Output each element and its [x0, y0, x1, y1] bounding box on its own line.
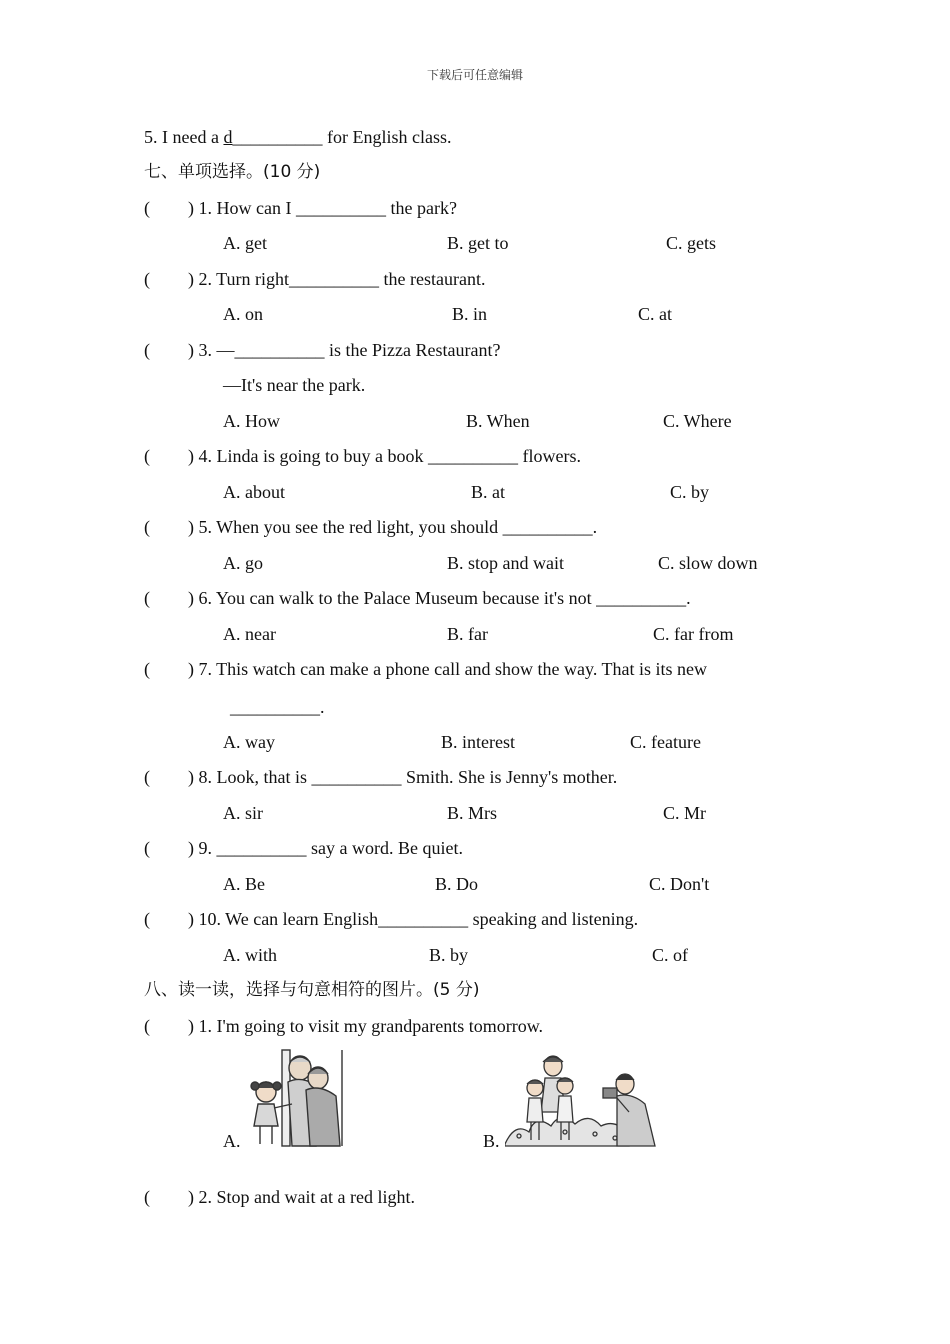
picture-b-label: B. — [483, 1131, 500, 1151]
q3-option-a: A. How — [223, 411, 280, 431]
q1-option-a: A. get — [223, 233, 267, 253]
q10-option-a: A. with — [223, 945, 277, 965]
question-1: ( ) 1. How can I __________ the park? — [144, 198, 457, 218]
q5-option-b: B. stop and wait — [447, 553, 564, 573]
q7-option-b: B. interest — [441, 732, 515, 752]
q8-option-a: A. sir — [223, 803, 263, 823]
q7-option-a: A. way — [223, 732, 275, 752]
q1-option-c: C. gets — [666, 233, 717, 253]
q3-option-b: B. When — [466, 411, 530, 431]
q9-option-c: C. Don't — [649, 874, 710, 894]
q3-option-c: C. Where — [663, 411, 732, 431]
q6-option-c: C. far from — [653, 624, 734, 644]
picture-a-label: A. — [223, 1131, 241, 1151]
q7-option-c: C. feature — [630, 732, 701, 752]
question-2: ( ) 2. Turn right__________ the restaurant. — [144, 269, 486, 289]
q5-letter: d — [223, 127, 233, 147]
q9-option-a: A. Be — [223, 874, 265, 894]
question-10: ( ) 10. We can learn English__________ speaking and listening. — [144, 909, 639, 929]
section-8-title: 八、读一读，选择与句意相符的图片。(5 分) — [144, 980, 480, 1000]
q2-option-b: B. in — [452, 304, 488, 324]
q2-option-c: C. at — [638, 304, 672, 324]
page-header: 下载后可任意编辑 — [426, 68, 523, 82]
question-8: ( ) 8. Look, that is __________ Smith. She is Jenny's mother. — [144, 767, 618, 787]
q5-option-a: A. go — [223, 553, 263, 573]
picture-question-2: ( ) 2. Stop and wait at a red light. — [144, 1187, 415, 1207]
q7-blank-line: __________. — [230, 697, 325, 717]
grandparents-illustration — [248, 1048, 346, 1148]
question-4: ( ) 4. Linda is going to buy a book __________ flowers. — [144, 446, 581, 466]
q4-option-a: A. about — [223, 482, 285, 502]
question-9: ( ) 9. __________ say a word. Be quiet. — [144, 838, 463, 858]
family-photo-illustration — [505, 1052, 660, 1148]
q5-option-c: C. slow down — [658, 553, 758, 573]
q4-option-c: C. by — [670, 482, 710, 502]
q1-option-b: B. get to — [447, 233, 509, 253]
question-3: ( ) 3. —__________ is the Pizza Restaurant? — [144, 340, 501, 360]
q5-pre: 5. I need a — [144, 127, 224, 147]
q3-answer-line: —It's near the park. — [223, 375, 366, 395]
q2-option-a: A. on — [223, 304, 263, 324]
q4-option-b: B. at — [471, 482, 505, 502]
q9-option-b: B. Do — [435, 874, 479, 894]
question-6: ( ) 6. You can walk to the Palace Museum because it's not __________. — [144, 588, 691, 608]
question-5: ( ) 5. When you see the red light, you should __________. — [144, 517, 598, 537]
question-7: ( ) 7. This watch can make a phone call and show the way. That is its new — [144, 659, 708, 679]
fill-question-5 — [144, 126, 451, 148]
q6-option-b: B. far — [447, 624, 488, 644]
section-7-title: 七、单项选择。(10 分) — [144, 162, 321, 182]
q5-post: __________ for English class. — [232, 127, 452, 147]
q8-option-c: C. Mr — [663, 803, 707, 823]
q8-option-b: B. Mrs — [447, 803, 498, 823]
picture-question-1: ( ) 1. I'm going to visit my grandparents tomorrow. — [144, 1016, 544, 1036]
q6-option-a: A. near — [223, 624, 276, 644]
q10-option-c: C. of — [652, 945, 688, 965]
q10-option-b: B. by — [429, 945, 469, 965]
